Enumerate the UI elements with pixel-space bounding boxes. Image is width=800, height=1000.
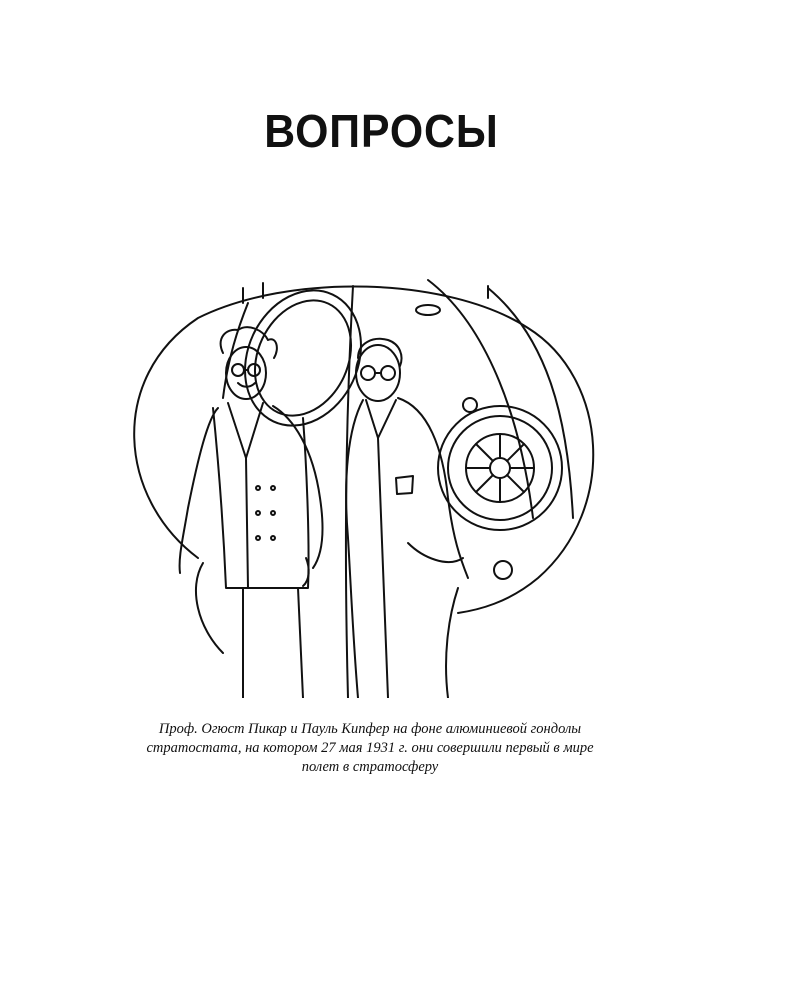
caption-line: полет в стратосферу [301, 759, 439, 775]
caption-line: Проф. Огюст Пикар и Пауль Кипфер на фоне алюминиевой гондолы [158, 721, 582, 737]
porthole-wheel [438, 398, 562, 530]
caption-line: стратостата, на котором 27 мая 1931 г. они совершили первый в мире [146, 740, 594, 756]
page-title: ВОПРОСЫ [264, 105, 499, 157]
figure-caption [70, 720, 670, 777]
figure-kipfer [346, 339, 468, 698]
illustration-gondola-scientists [48, 258, 690, 698]
gondola-sphere [134, 271, 593, 698]
figure-piccard [180, 327, 323, 698]
